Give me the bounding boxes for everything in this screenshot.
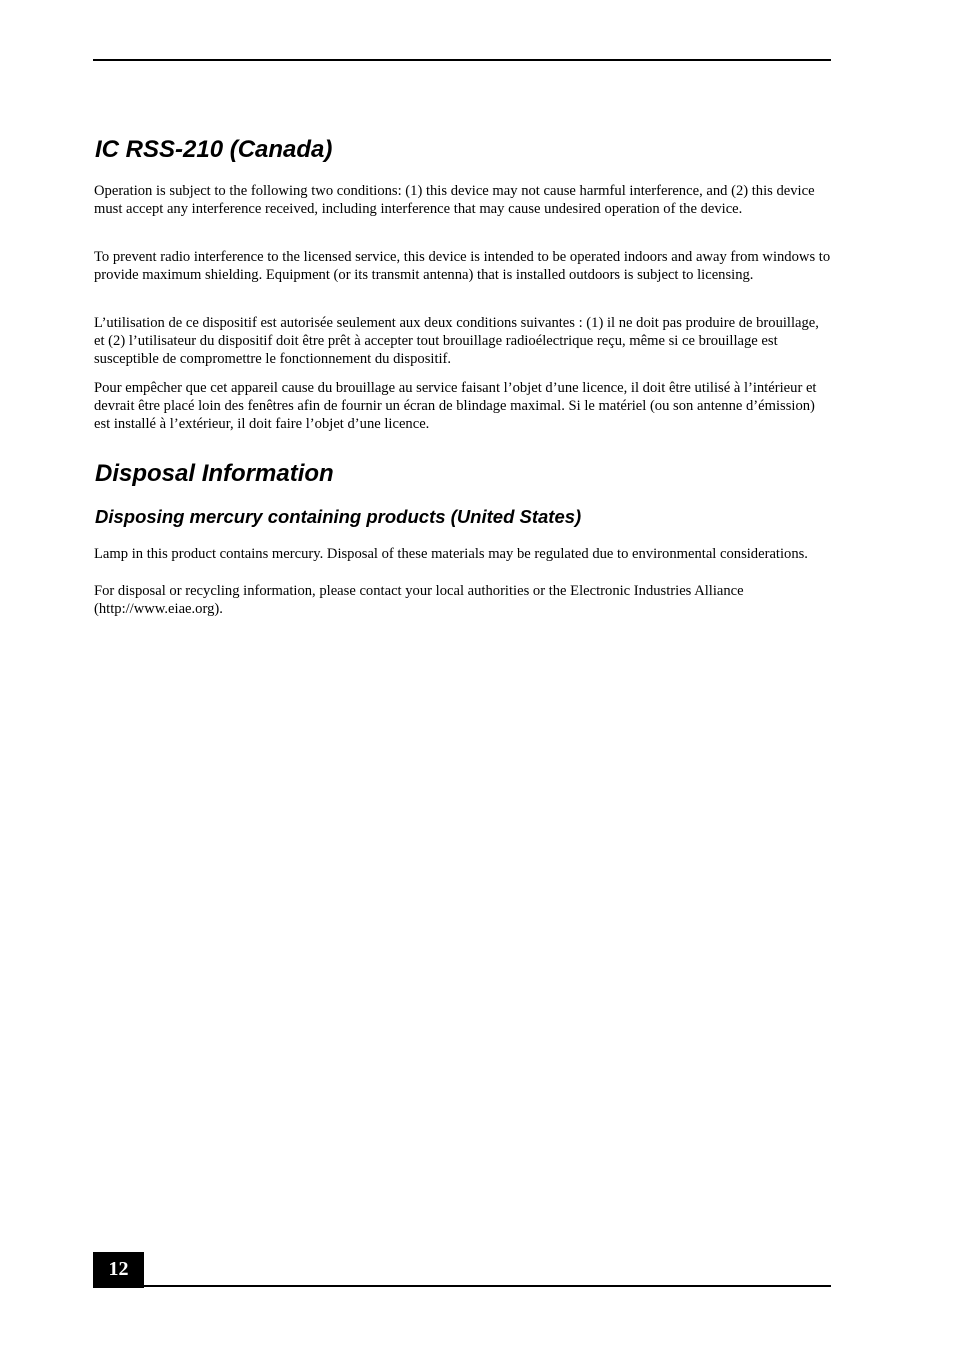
paragraph-ic-conditions-en: Operation is subject to the following two conditions: (1) this device may not cause harmful interference, and (2) this device must accept any interference received, including interference that may cause undesired operation of the device. <box>94 183 815 218</box>
subheading-mercury: Disposing mercury containing products (United States) <box>95 506 582 527</box>
paragraph-mercury-lamp: Lamp in this product contains mercury. Disposal of these materials may be regulated due to environmental considerations. <box>94 546 808 562</box>
bottom-rule <box>93 1285 831 1287</box>
paragraph-ic-indoor-en: To prevent radio interference to the licensed service, this device is intended to be operated indoors and away from windows to provide maximum shielding. Equipment (or its transmit antenna) that is installed outdoors is subject to licensing. <box>94 249 831 284</box>
section-heading-ic-rss-210: IC RSS-210 (Canada) <box>95 136 333 163</box>
page-number: 12 <box>93 1252 144 1288</box>
paragraph-ic-indoor-fr: Pour empêcher que cet appareil cause du brouillage au service faisant l’objet d’une licence, il doit être utilisé à l’intérieur et devrait être placé loin des fenêtres afin de fournir un écran de blindage maximal. Si le matériel (ou son antenne d’émission) est installé à l’extérieur, il doit faire l’objet d’une licence. <box>94 380 817 433</box>
paragraph-ic-conditions-fr: L’utilisation de ce dispositif est autorisée seulement aux deux conditions suivantes : (1) il ne doit pas produire de brouillage, et (2) l’utilisateur du dispositif doit être prêt à accepter tout brouillage radioélectrique reçu, même si ce brouillage est susceptible de compromettre le fonctionnement du dispositif. <box>94 315 819 368</box>
paragraph-mercury-recycling: For disposal or recycling information, please contact your local authorities or the Electronic Industries Alliance (http://www.eiae.org). <box>94 583 744 618</box>
section-heading-disposal: Disposal Information <box>95 460 334 487</box>
top-rule <box>93 59 831 61</box>
